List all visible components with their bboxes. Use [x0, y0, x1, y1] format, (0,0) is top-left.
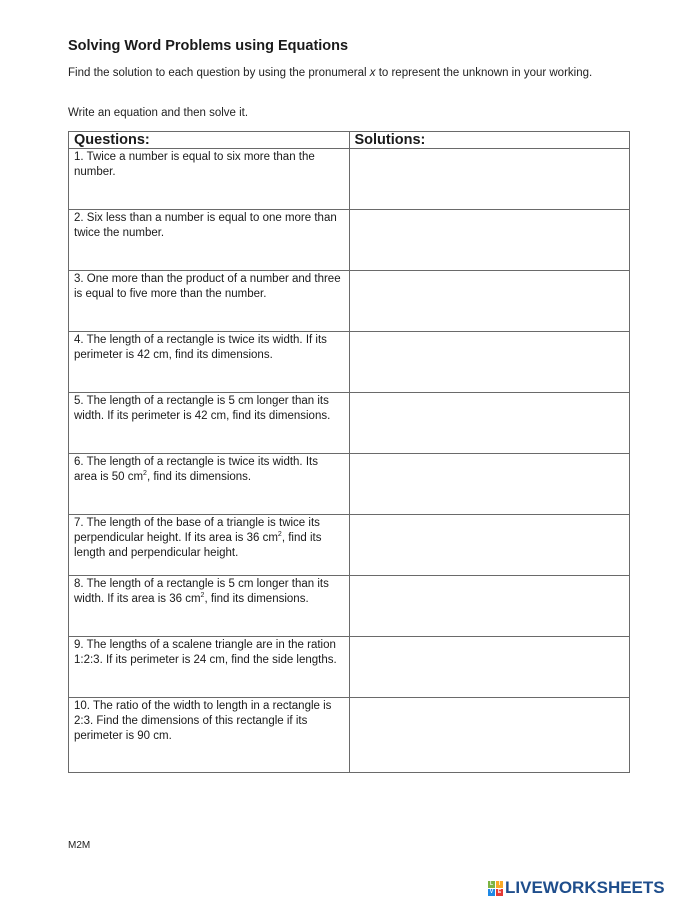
question-text: 3. One more than the product of a number and three is equal to five more than the number.	[74, 273, 341, 300]
solution-cell[interactable]	[349, 271, 630, 332]
question-cell	[69, 149, 350, 210]
logo-letter: L	[489, 880, 494, 887]
intro-variable: x	[369, 67, 376, 79]
question-text: 8. The length of a rectangle is 5 cm longer than its width. If its area is 36 cm	[74, 578, 329, 605]
logo-letter: V	[489, 888, 494, 895]
intro-text-after: to represent the unknown in your working.	[375, 67, 593, 79]
solutions-header: Solutions:	[349, 132, 630, 149]
question-text: 7. The length of the base of a triangle is twice its perpendicular height. If its area is 36 cm	[74, 517, 320, 544]
logo-icon	[488, 881, 503, 896]
superscript: 2	[200, 592, 205, 600]
worksheet-title: Solving Word Problems using Equations	[68, 38, 349, 54]
solution-cell[interactable]	[349, 576, 630, 637]
question-cell	[69, 698, 350, 773]
logo-letter: I	[496, 881, 503, 888]
solution-cell[interactable]	[349, 393, 630, 454]
logo-letter: E	[497, 888, 502, 895]
question-cell	[69, 332, 350, 393]
table-row	[69, 332, 630, 393]
solution-cell[interactable]	[349, 149, 630, 210]
intro-paragraph	[68, 65, 628, 81]
table-row	[69, 393, 630, 454]
intro-text-before: Find the solution to each question by using the pronumeral	[68, 67, 370, 79]
table-row	[69, 698, 630, 773]
solution-cell[interactable]	[349, 210, 630, 271]
question-cell	[69, 637, 350, 698]
question-text-tail: , find its length and perpendicular height.	[74, 532, 322, 559]
footer-code: M2M	[68, 840, 91, 851]
question-text: 6. The length of a rectangle is twice its width. Its area is 50 cm	[74, 456, 318, 483]
question-cell	[69, 393, 350, 454]
superscript: 2	[277, 531, 282, 539]
question-text-tail: , find its dimensions.	[146, 471, 252, 483]
question-text: 5. The length of a rectangle is 5 cm longer than its width. If its perimeter is 42 cm, find its dimensions.	[74, 395, 331, 422]
liveworksheets-logo[interactable]	[488, 878, 665, 898]
table-row	[69, 210, 630, 271]
table-row	[69, 271, 630, 332]
question-text: 4. The length of a rectangle is twice its width. If its perimeter is 42 cm, find its dimensions.	[74, 334, 327, 361]
question-text-tail: , find its dimensions.	[204, 593, 309, 605]
table-row	[69, 576, 630, 637]
superscript: 2	[143, 470, 147, 478]
question-text: 2. Six less than a number is equal to one more than twice the number.	[74, 212, 337, 239]
question-cell	[69, 576, 350, 637]
question-text: 1. Twice a number is equal to six more than the number.	[74, 151, 315, 178]
table-header-row	[69, 132, 630, 149]
table-row	[69, 149, 630, 210]
solution-cell[interactable]	[349, 515, 630, 576]
solution-cell[interactable]	[349, 332, 630, 393]
table-row	[69, 454, 630, 515]
solution-cell[interactable]	[349, 698, 630, 773]
question-cell	[69, 515, 350, 576]
solution-cell[interactable]	[349, 637, 630, 698]
questions-header: Questions:	[69, 132, 350, 149]
questions-table	[68, 131, 630, 773]
table-row	[69, 637, 630, 698]
table-row	[69, 515, 630, 576]
solution-cell[interactable]	[349, 454, 630, 515]
question-cell	[69, 210, 350, 271]
question-text: 9. The lengths of a scalene triangle are in the ration 1:2:3. If its perimeter is 24 cm, find the side lengths.	[74, 639, 337, 666]
logo-text: LIVEWORKSHEETS	[505, 878, 665, 897]
question-text: 10. The ratio of the width to length in a rectangle is 2:3. Find the dimensions of this rectangle if its perimeter is 90 cm.	[74, 700, 332, 742]
instruction-text: Write an equation and then solve it.	[68, 107, 249, 119]
question-cell	[69, 454, 350, 515]
question-cell	[69, 271, 350, 332]
